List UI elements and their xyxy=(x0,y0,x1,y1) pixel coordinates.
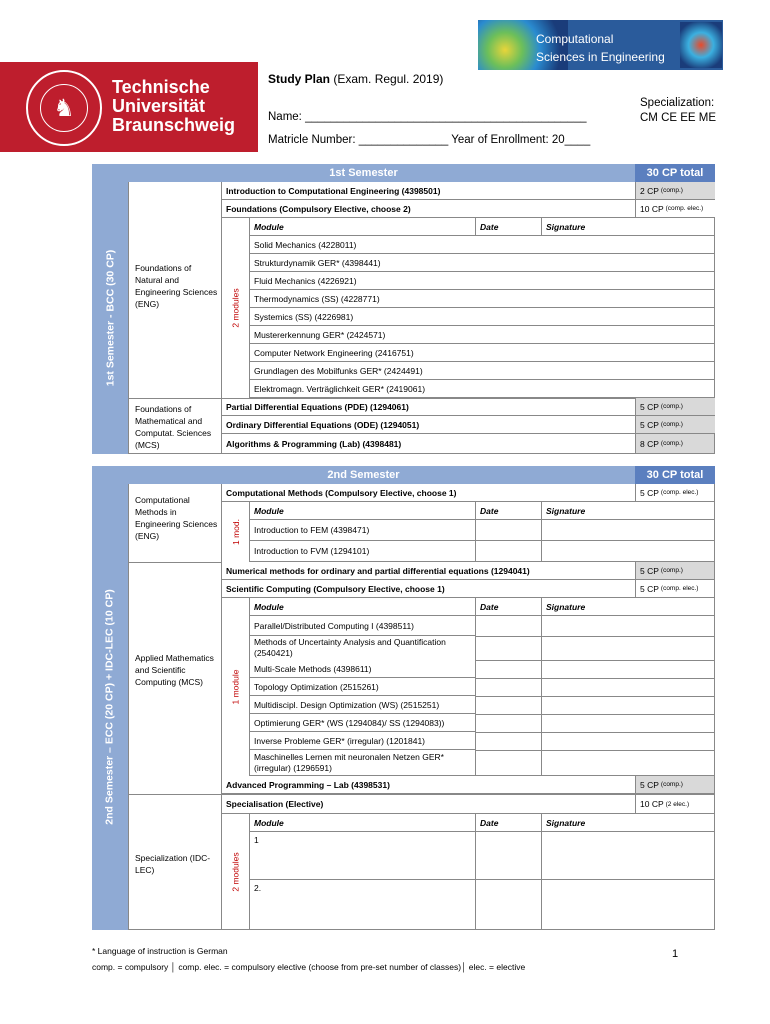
module-row: Topology Optimization (2515261) xyxy=(250,678,476,696)
date-cell[interactable] xyxy=(476,832,542,880)
sem2-sc-rot-text: 1 module xyxy=(230,669,241,705)
sem2-area-eng: Computational Methods in Engineering Sciences (ENG) xyxy=(135,495,218,541)
sem2-spec-table xyxy=(250,814,715,930)
module-row: Inverse Probleme GER* (irregular) (1201841) xyxy=(250,732,476,750)
sem2-cm-rot xyxy=(222,502,250,562)
module-row: Parallel/Distributed Computing I (4398511) xyxy=(250,616,476,636)
sem2-total-text: 30 CP total xyxy=(646,469,704,481)
cp-value: 5 CP xyxy=(640,565,659,576)
cp-note: (comp.) xyxy=(660,421,683,428)
divider xyxy=(128,794,222,795)
module-head: Module xyxy=(250,502,476,520)
signature-head: Signature xyxy=(542,598,715,616)
title-rest: (Exam. Regul. 2019) xyxy=(330,72,444,86)
sem2-num-row: Numerical methods for ordinary and partial differential equations (1294041) xyxy=(222,562,635,580)
module-row: Grundlagen des Mobilfunks GER* (2424491) xyxy=(250,362,715,380)
sem2-spec-rot xyxy=(222,814,250,930)
cp-value: 5 CP xyxy=(640,487,659,498)
date-head: Date xyxy=(476,814,542,832)
divider xyxy=(476,732,715,733)
module-head: Module xyxy=(250,814,476,832)
sem2-spec-rot-text: 2 modules xyxy=(230,851,241,892)
signature-head: Signature xyxy=(542,218,715,236)
sem2-header xyxy=(92,466,635,484)
date-cell[interactable] xyxy=(476,541,542,562)
date-cell[interactable] xyxy=(476,880,542,930)
sem2-total xyxy=(635,466,715,484)
sem2-area-mcs: Applied Mathematics and Scientific Computing (MCS) xyxy=(135,653,214,687)
cp-value: 2 CP xyxy=(640,185,659,196)
module-row: Optimierung GER* (WS (1294084)/ SS (1294083)) xyxy=(250,714,476,732)
university-name xyxy=(112,78,235,135)
university-line1: Technische xyxy=(112,77,210,97)
page-number: 1 xyxy=(672,948,679,960)
divider xyxy=(476,696,715,697)
footer-note: * Language of instruction is German xyxy=(92,946,228,956)
sem2-num-cp xyxy=(635,562,715,580)
divider xyxy=(476,750,715,751)
cp-value: 8 CP xyxy=(640,438,659,449)
sem2-sc-table xyxy=(250,598,715,776)
divider xyxy=(476,714,715,715)
module-head: Module xyxy=(250,218,476,236)
module-row: Computer Network Engineering (2416751) xyxy=(250,344,715,362)
sem2-cm-cp xyxy=(635,484,715,502)
signature-cell[interactable] xyxy=(542,520,715,541)
cp-value: 10 CP xyxy=(640,799,664,809)
spec-options[interactable]: CM CE EE ME xyxy=(640,112,717,124)
module-row: Systemics (SS) (4226981) xyxy=(250,308,715,326)
sem1-header-text: 1st Semester xyxy=(329,167,398,179)
sem1-area-eng: Foundations of Natural and Engineering Sciences (ENG) xyxy=(135,263,218,309)
sem2-cm-rot-text: 1 mod. xyxy=(230,519,241,545)
name-field[interactable]: Name: ____________________________________________ xyxy=(268,111,587,123)
module-head: Module xyxy=(250,598,476,616)
cp-value: 5 CP xyxy=(640,779,659,790)
sem1-pde-cp xyxy=(635,398,715,416)
sem1-rot-text: 2 modules xyxy=(230,288,241,328)
sem1-pde-row: Partial Differential Equations (PDE) (1294061) xyxy=(222,398,635,416)
sem1-side-label xyxy=(92,182,128,454)
banner-line1: Computational xyxy=(536,32,614,46)
cp-note: (comp.) xyxy=(660,567,683,574)
cp-note: (comp. elec.) xyxy=(665,205,704,212)
signature-head: Signature xyxy=(542,814,715,832)
cp-value: 5 CP xyxy=(640,401,659,412)
university-line2: Universität xyxy=(112,96,206,116)
signature-cell[interactable] xyxy=(542,541,715,562)
module-row: Maschinelles Lernen mit neuronalen Netzen GER* (irregular) (1296591) xyxy=(250,750,476,776)
cp-note: (comp. elec.) xyxy=(660,489,699,496)
module-row: Solid Mechanics (4228011) xyxy=(250,236,715,254)
sem2-sc-row: Scientific Computing (Compulsory Elective, choose 1) xyxy=(222,580,635,598)
sem1-foundations-row: Foundations (Compulsory Elective, choose 2) xyxy=(222,200,635,218)
sem1-total-text: 30 CP total xyxy=(646,167,704,179)
cp-value: 5 CP xyxy=(640,583,659,594)
cp-note: (2 elec.) xyxy=(665,800,690,808)
title-bold: Study Plan xyxy=(268,72,331,86)
sem2-cm-table xyxy=(250,502,715,562)
sem1-rot xyxy=(222,218,250,398)
divider xyxy=(128,562,222,563)
date-head: Date xyxy=(476,598,542,616)
cp-note: (comp.) xyxy=(660,187,683,194)
date-cell[interactable] xyxy=(476,520,542,541)
date-head: Date xyxy=(476,218,542,236)
spec-label: Specialization: xyxy=(640,97,715,109)
cp-value: 10 CP xyxy=(640,203,664,214)
module-row: Methods of Uncertainty Analysis and Quantification (2540421) xyxy=(250,636,476,660)
module-row: Strukturdynamik GER* (4398441) xyxy=(250,254,715,272)
page-title xyxy=(268,72,443,86)
module-row: Elektromagn. Verträglichkeit GER* (2419061) xyxy=(250,380,715,398)
module-row: Multidiscipl. Design Optimization (WS) (2515251) xyxy=(250,696,476,714)
sem2-area-spec: Specialization (IDC-LEC) xyxy=(135,853,211,875)
university-line3: Braunschweig xyxy=(112,115,236,135)
sem1-module-table xyxy=(250,218,715,398)
sem1-total xyxy=(635,164,715,182)
cp-note: (comp.) xyxy=(660,403,683,410)
sem2-header-text: 2nd Semester xyxy=(327,469,400,481)
sem2-adv-cp xyxy=(635,776,715,794)
divider xyxy=(476,678,715,679)
sem1-foundations-cp xyxy=(635,200,715,218)
sem1-side-text: 1st Semester - BCC (30 CP) xyxy=(104,249,117,387)
spec-module-1[interactable]: 1 xyxy=(250,832,476,880)
signature-head: Signature xyxy=(542,502,715,520)
cp-note: (comp.) xyxy=(660,781,683,788)
divider xyxy=(128,398,222,399)
divider xyxy=(476,660,715,661)
simulation-image-right xyxy=(680,22,722,68)
sem1-algo-cp xyxy=(635,434,715,454)
sem1-intro-cp xyxy=(635,182,715,200)
sem2-adv-row: Advanced Programming – Lab (4398531) xyxy=(222,776,635,794)
module-row: Multi-Scale Methods (4398611) xyxy=(250,660,476,678)
matric-field[interactable]: Matricle Number: ______________ Year of Enrollment: 20____ xyxy=(268,134,591,146)
banner-text xyxy=(536,30,665,66)
module-row: Introduction to FEM (4398471) xyxy=(250,520,476,541)
signature-cell[interactable] xyxy=(542,832,715,880)
cp-value: 5 CP xyxy=(640,419,659,430)
specialization-block xyxy=(640,96,716,126)
date-head: Date xyxy=(476,502,542,520)
banner-line2: Sciences in Engineering xyxy=(536,50,665,64)
module-row: Mustererkennung GER* (2424571) xyxy=(250,326,715,344)
sem2-spec-row: Specialisation (Elective) xyxy=(222,794,635,814)
module-row: Thermodynamics (SS) (4228771) xyxy=(250,290,715,308)
sem2-sc-rot xyxy=(222,598,250,776)
sem2-spec-cp xyxy=(635,794,715,814)
footer-legend: comp. = compulsory │ comp. elec. = compulsory elective (choose from pre-set number of classes)│ elec. = elective xyxy=(92,962,526,972)
sem1-ode-row: Ordinary Differential Equations (ODE) (1294051) xyxy=(222,416,635,434)
module-row: Introduction to FVM (1294101) xyxy=(250,541,476,562)
divider xyxy=(476,636,715,637)
sem1-ode-cp xyxy=(635,416,715,434)
sem1-intro-row: Introduction to Computational Engineering (4398501) xyxy=(222,182,635,200)
cp-note: (comp.) xyxy=(660,440,683,447)
sem2-sc-cp xyxy=(635,580,715,598)
seal-emblem-icon: ♞ xyxy=(40,84,88,132)
sem1-area-mcs: Foundations of Mathematical and Computat. Sciences (MCS) xyxy=(135,404,212,450)
cp-note: (comp. elec.) xyxy=(660,585,699,592)
spec-module-2[interactable]: 2. xyxy=(250,880,476,930)
sem1-header xyxy=(92,164,635,182)
sem2-side-text: 2nd Semester – ECC (20 CP) + IDC-LEC (10 CP) xyxy=(104,589,117,825)
module-row: Fluid Mechanics (4226921) xyxy=(250,272,715,290)
sem2-cm-row: Computational Methods (Compulsory Elective, choose 1) xyxy=(222,484,635,502)
sem2-side-label xyxy=(92,484,128,930)
sem1-algo-row: Algorithms & Programming (Lab) (4398481) xyxy=(222,434,635,454)
